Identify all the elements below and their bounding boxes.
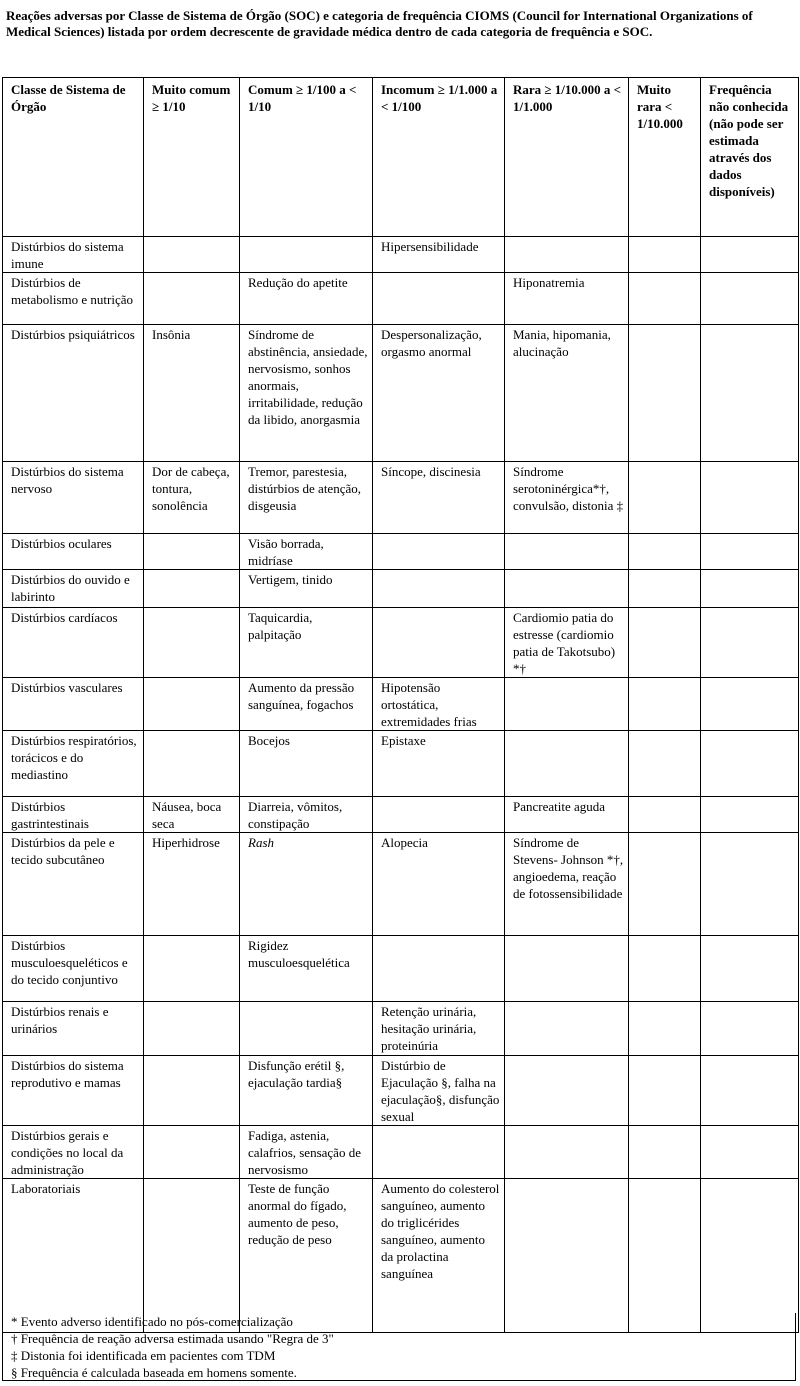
frequency-cell-very-common	[144, 1179, 240, 1333]
soc-cell: Distúrbios do ouvido e labirinto	[3, 570, 144, 608]
frequency-cell-uncommon: Síncope, discinesia	[373, 462, 505, 534]
frequency-cell-very-common	[144, 570, 240, 608]
table-row	[3, 936, 799, 1002]
frequency-cell-very-common	[144, 534, 240, 570]
column-header: Comum ≥ 1/100 a < 1/10	[240, 78, 373, 237]
frequency-cell-very-common	[144, 1126, 240, 1179]
table-row	[3, 237, 799, 273]
frequency-cell-rare	[505, 1126, 629, 1179]
frequency-cell-common: Visão borrada, midríase	[240, 534, 373, 570]
footnote: * Evento adverso identificado no pós-comercialização	[11, 1314, 293, 1329]
frequency-cell-rare	[505, 237, 629, 273]
frequency-cell-rare	[505, 570, 629, 608]
frequency-cell-uncommon: Distúrbio de Ejaculação §, falha na ejaculação§, disfunção sexual	[373, 1056, 505, 1126]
frequency-cell-unknown	[701, 1002, 799, 1056]
table-row	[3, 1002, 799, 1056]
adverse-reactions-table	[2, 77, 799, 1333]
frequency-cell-unknown	[701, 1126, 799, 1179]
frequency-cell-very-common	[144, 936, 240, 1002]
frequency-cell-common: Bocejos	[240, 731, 373, 797]
soc-cell: Distúrbios oculares	[3, 534, 144, 570]
frequency-cell-very-rare	[629, 678, 701, 731]
frequency-cell-very-common	[144, 1002, 240, 1056]
frequency-cell-common: Síndrome de abstinência, ansiedade, nervosismo, sonhos anormais, irritabilidade, redução da libido, anorgasmia	[240, 325, 373, 462]
frequency-cell-very-rare	[629, 534, 701, 570]
frequency-cell-uncommon: Hipotensão ortostática, extremidades frias	[373, 678, 505, 731]
soc-cell: Distúrbios vasculares	[3, 678, 144, 731]
frequency-cell-uncommon	[373, 534, 505, 570]
soc-cell: Distúrbios da pele e tecido subcutâneo	[3, 833, 144, 936]
frequency-cell-uncommon: Retenção urinária, hesitação urinária, proteinúria	[373, 1002, 505, 1056]
table-row	[3, 570, 799, 608]
table-row	[3, 608, 799, 678]
frequency-cell-unknown	[701, 534, 799, 570]
table-row	[3, 731, 799, 797]
frequency-cell-common: Diarreia, vômitos, constipação	[240, 797, 373, 833]
frequency-cell-unknown	[701, 462, 799, 534]
frequency-cell-uncommon: Despersonalização, orgasmo anormal	[373, 325, 505, 462]
footnote: † Frequência de reação adversa estimada usando "Regra de 3"	[11, 1331, 334, 1346]
frequency-cell-very-common: Hiperhidrose	[144, 833, 240, 936]
frequency-cell-uncommon	[373, 797, 505, 833]
footnote: ‡ Distonia foi identificada em pacientes com TDM	[11, 1348, 276, 1363]
frequency-cell-uncommon	[373, 608, 505, 678]
frequency-cell-uncommon: Epistaxe	[373, 731, 505, 797]
frequency-cell-uncommon	[373, 936, 505, 1002]
header-row	[3, 78, 799, 237]
frequency-cell-rare	[505, 534, 629, 570]
frequency-cell-rare: Síndrome de Stevens- Johnson *†, angioedema, reação de fotossensibilidade	[505, 833, 629, 936]
frequency-cell-rare: Cardiomio patia do estresse (cardiomio patia de Takotsubo) *†	[505, 608, 629, 678]
soc-cell: Distúrbios gerais e condições no local da administração	[3, 1126, 144, 1179]
frequency-cell-rare: Hiponatremia	[505, 273, 629, 325]
soc-cell: Distúrbios do sistema reprodutivo e mamas	[3, 1056, 144, 1126]
frequency-cell-unknown	[701, 325, 799, 462]
soc-cell: Distúrbios renais e urinários	[3, 1002, 144, 1056]
frequency-cell-rare	[505, 731, 629, 797]
table-row	[3, 833, 799, 936]
frequency-cell-common	[240, 1002, 373, 1056]
frequency-cell-uncommon: Aumento do colesterol sanguíneo, aumento do triglicérides sanguíneo, aumento da prolactina sanguínea	[373, 1179, 505, 1333]
frequency-cell-unknown	[701, 237, 799, 273]
frequency-cell-very-common	[144, 678, 240, 731]
frequency-cell-rare: Síndrome serotoninérgica*†, convulsão, distonia ‡	[505, 462, 629, 534]
column-header: Incomum ≥ 1/1.000 a < 1/100	[373, 78, 505, 237]
frequency-cell-very-rare	[629, 325, 701, 462]
frequency-cell-uncommon	[373, 273, 505, 325]
frequency-cell-very-common	[144, 1056, 240, 1126]
frequency-cell-common	[240, 237, 373, 273]
table-row	[3, 1126, 799, 1179]
table-row	[3, 273, 799, 325]
frequency-cell-rare	[505, 1002, 629, 1056]
frequency-cell-uncommon	[373, 570, 505, 608]
soc-cell: Distúrbios do sistema imune	[3, 237, 144, 273]
frequency-cell-very-common	[144, 731, 240, 797]
table-row	[3, 1179, 799, 1333]
frequency-cell-common: Rash	[240, 833, 373, 936]
frequency-cell-very-rare	[629, 731, 701, 797]
frequency-cell-very-rare	[629, 1179, 701, 1333]
frequency-cell-rare	[505, 1056, 629, 1126]
frequency-cell-common: Tremor, parestesia, distúrbios de atenção, disgeusia	[240, 462, 373, 534]
table-row	[3, 678, 799, 731]
table-row	[3, 1056, 799, 1126]
frequency-cell-very-rare	[629, 273, 701, 325]
footnotes	[2, 1313, 796, 1381]
frequency-cell-very-common	[144, 608, 240, 678]
frequency-cell-unknown	[701, 1056, 799, 1126]
frequency-cell-rare	[505, 678, 629, 731]
frequency-cell-very-common: Insônia	[144, 325, 240, 462]
table-row	[3, 534, 799, 570]
frequency-cell-uncommon: Hipersensibilidade	[373, 237, 505, 273]
frequency-cell-common: Rigidez musculoesquelética	[240, 936, 373, 1002]
table-caption: Reações adversas por Classe de Sistema de Órgão (SOC) e categoria de frequência CIOMS (Council for International Organizations of Medical Sciences) listada por ordem decrescente de gravidade médica dentro de cada categoria de frequência e SOC.	[6, 8, 753, 39]
frequency-cell-common: Vertigem, tinido	[240, 570, 373, 608]
column-header: Muito comum ≥ 1/10	[144, 78, 240, 237]
soc-cell: Distúrbios respiratórios, torácicos e do mediastino	[3, 731, 144, 797]
soc-cell: Laboratoriais	[3, 1179, 144, 1333]
frequency-cell-rare: Mania, hipomania, alucinação	[505, 325, 629, 462]
frequency-cell-very-rare	[629, 462, 701, 534]
frequency-cell-very-rare	[629, 936, 701, 1002]
frequency-cell-common: Aumento da pressão sanguínea, fogachos	[240, 678, 373, 731]
frequency-cell-rare	[505, 1179, 629, 1333]
column-header: Muito rara < 1/10.000	[629, 78, 701, 237]
frequency-cell-common: Taquicardia, palpitação	[240, 608, 373, 678]
soc-cell: Distúrbios cardíacos	[3, 608, 144, 678]
column-header: Classe de Sistema de Órgão	[3, 78, 144, 237]
table-row	[3, 797, 799, 833]
frequency-cell-unknown	[701, 936, 799, 1002]
frequency-cell-very-common: Náusea, boca seca	[144, 797, 240, 833]
soc-cell: Distúrbios musculoesqueléticos e do tecido conjuntivo	[3, 936, 144, 1002]
frequency-cell-very-rare	[629, 570, 701, 608]
frequency-cell-uncommon: Alopecia	[373, 833, 505, 936]
frequency-cell-common: Fadiga, astenia, calafrios, sensação de nervosismo	[240, 1126, 373, 1179]
frequency-cell-very-common: Dor de cabeça, tontura, sonolência	[144, 462, 240, 534]
frequency-cell-rare	[505, 936, 629, 1002]
table-row	[3, 325, 799, 462]
column-header: Frequência não conhecida (não pode ser estimada através dos dados disponíveis)	[701, 78, 799, 237]
soc-cell: Distúrbios psiquiátricos	[3, 325, 144, 462]
frequency-cell-very-rare	[629, 797, 701, 833]
frequency-cell-unknown	[701, 731, 799, 797]
soc-cell: Distúrbios gastrintestinais	[3, 797, 144, 833]
soc-cell: Distúrbios do sistema nervoso	[3, 462, 144, 534]
frequency-cell-common: Disfunção erétil §, ejaculação tardia§	[240, 1056, 373, 1126]
frequency-cell-common: Redução do apetite	[240, 273, 373, 325]
frequency-cell-very-rare	[629, 1056, 701, 1126]
frequency-cell-unknown	[701, 1179, 799, 1333]
frequency-cell-common: Teste de função anormal do fígado, aumento de peso, redução de peso	[240, 1179, 373, 1333]
frequency-cell-unknown	[701, 678, 799, 731]
frequency-cell-unknown	[701, 797, 799, 833]
frequency-cell-very-common	[144, 273, 240, 325]
frequency-cell-very-rare	[629, 237, 701, 273]
frequency-cell-uncommon	[373, 1126, 505, 1179]
frequency-cell-very-rare	[629, 1002, 701, 1056]
column-header: Rara ≥ 1/10.000 a < 1/1.000	[505, 78, 629, 237]
frequency-cell-very-rare	[629, 833, 701, 936]
frequency-cell-very-rare	[629, 1126, 701, 1179]
footnote: § Frequência é calculada baseada em homens somente.	[11, 1365, 297, 1380]
table-row	[3, 462, 799, 534]
frequency-cell-very-rare	[629, 608, 701, 678]
frequency-cell-very-common	[144, 237, 240, 273]
frequency-cell-unknown	[701, 570, 799, 608]
frequency-cell-unknown	[701, 273, 799, 325]
frequency-cell-rare: Pancreatite aguda	[505, 797, 629, 833]
soc-cell: Distúrbios de metabolismo e nutrição	[3, 273, 144, 325]
frequency-cell-unknown	[701, 833, 799, 936]
frequency-cell-unknown	[701, 608, 799, 678]
